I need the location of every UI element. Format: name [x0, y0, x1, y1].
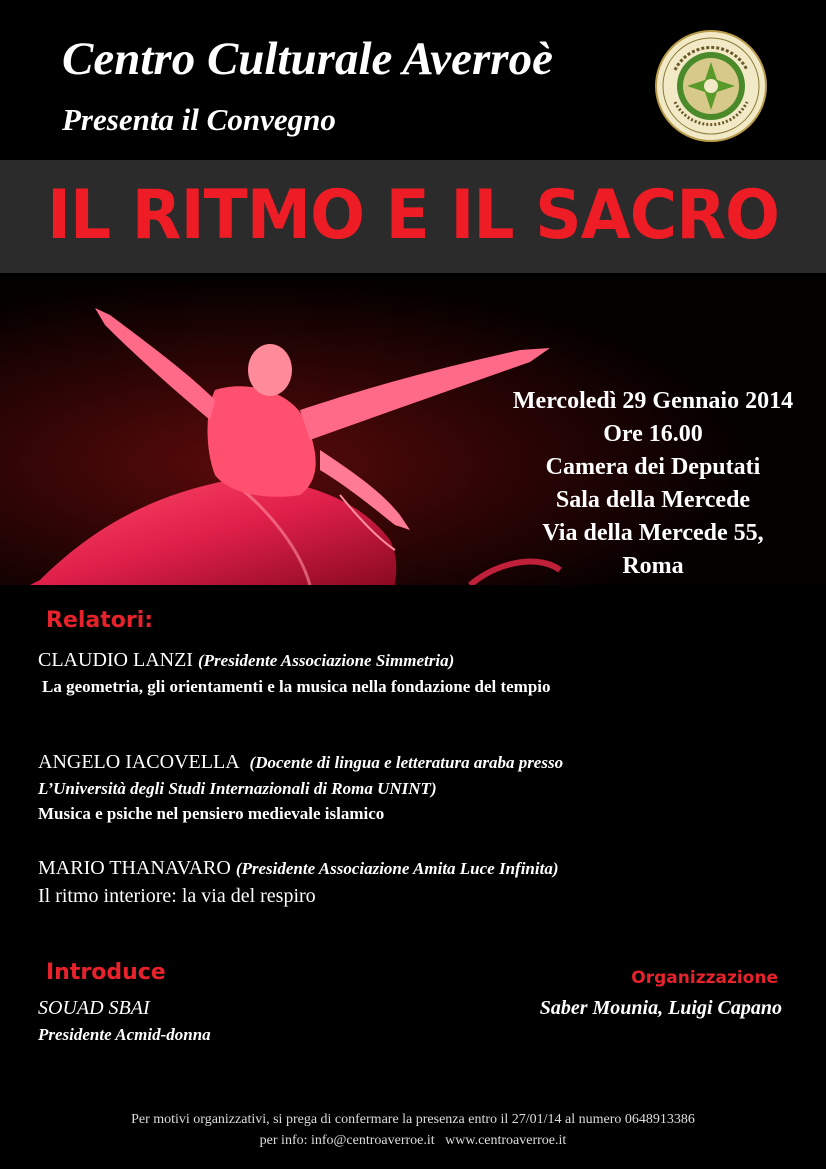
- speaker-talk-1: La geometria, gli orientamenti e la musica nella fondazione del tempio: [42, 677, 551, 696]
- speaker-name-1: [38, 649, 454, 672]
- introduce-name: SOUAD SBAI: [38, 997, 150, 1019]
- organization-names: Saber Mounia, Luigi Capano: [539, 997, 782, 1019]
- event-date: Mercoledì 29 Gennaio 2014: [512, 388, 794, 414]
- event-time: Ore 16.00: [603, 421, 703, 447]
- event-title: IL RITMO E IL SACRO: [46, 176, 780, 255]
- speaker-role-cont-2: [38, 777, 437, 800]
- speaker-role-continuation: L’Università degli Studi Internazionali di Roma UNINT): [38, 779, 437, 798]
- speaker-name-3: [38, 857, 559, 880]
- organization-heading: Organizzazione: [631, 968, 778, 988]
- event-room: Sala della Mercede: [555, 487, 751, 513]
- organization-name: Centro Culturale Averroè: [62, 33, 553, 85]
- footer-contact: per info: info@centroaverroe.it www.centroaverroe.it: [259, 1133, 567, 1148]
- speakers-heading: Relatori:: [46, 608, 154, 633]
- introduce-role: Presidente Acmid-donna: [38, 1025, 211, 1044]
- presents-subtitle: Presenta il Convegno: [62, 102, 336, 137]
- speaker-talk-3: Il ritmo interiore: la via del respiro: [38, 885, 316, 907]
- speaker-role: (Presidente Associazione Simmetria): [197, 651, 455, 670]
- speaker-name-text: CLAUDIO LANZI: [38, 649, 193, 671]
- averroe-seal-logo-icon: [655, 30, 767, 142]
- speaker-role: (Presidente Associazione Amita Luce Infinita): [235, 859, 559, 878]
- event-street: Via della Mercede 55,: [542, 520, 764, 546]
- event-venue: Camera dei Deputati: [545, 454, 761, 480]
- speaker-talk-2: Musica e psiche nel pensiero medievale islamico: [38, 804, 385, 823]
- speaker-name-text: MARIO THANAVARO: [38, 857, 231, 879]
- speaker-role: (Docente di lingua e letteratura araba presso: [249, 753, 564, 772]
- event-city: Roma: [622, 553, 684, 579]
- speaker-name-2: [38, 751, 563, 774]
- footer-rsvp: Per motivi organizzativi, si prega di confermare la presenza entro il 27/01/14 al numero 0648913386: [131, 1112, 695, 1127]
- introduce-heading: Introduce: [46, 960, 166, 985]
- speaker-name-text: ANGELO IACOVELLA: [38, 751, 239, 773]
